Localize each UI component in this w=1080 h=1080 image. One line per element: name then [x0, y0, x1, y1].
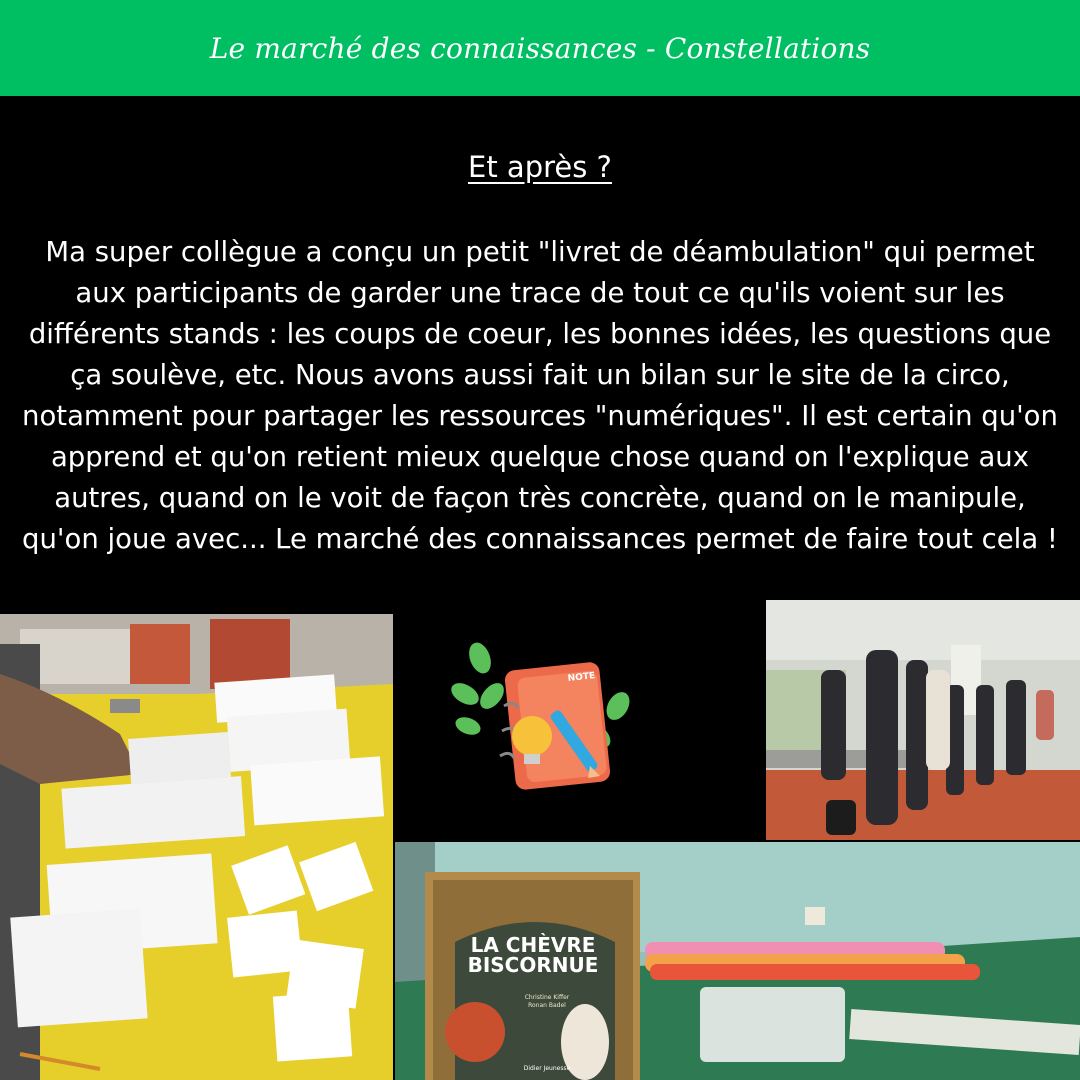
page-title: Le marché des connaissances - Constellations — [209, 31, 871, 65]
section-heading: Et après ? — [468, 150, 612, 184]
book-publisher: Didier Jeunesse — [523, 1065, 571, 1072]
photo-book-display — [395, 842, 1080, 1080]
book-title-line2: BISCORNUE — [467, 953, 599, 977]
book-title-line1: LA CHÈVRE — [470, 933, 596, 957]
photo-classroom-participants — [766, 600, 1080, 840]
book-illustrator: Ronan Badel — [528, 1002, 566, 1009]
icon-note-label: NOTE — [567, 671, 596, 684]
header-banner — [0, 0, 1080, 96]
notebook-lightbulb-pen-icon — [440, 636, 650, 806]
photo-workshop-table — [0, 614, 393, 1080]
book-author: Christine Kiffer — [524, 994, 570, 1001]
section-paragraph: Ma super collègue a conçu un petit "livret de déambulation" qui permet aux participants de garder une trace de tout ce qu'ils voient sur les différents stands : les coups de coeur, les bonnes idées, les questions que ça soulève, etc. Nous avons aussi fait un bilan sur le site de la circo, notamment pour partager les ressources "numériques". Il est certain qu'on apprend et qu'on retient mieux quelque chose quand on l'explique aux autres, quand on le voit de façon très concrète, quand on le manipule, qu'on joue avec... Le marché des connaissances permet de faire tout cela ! — [22, 236, 1058, 555]
